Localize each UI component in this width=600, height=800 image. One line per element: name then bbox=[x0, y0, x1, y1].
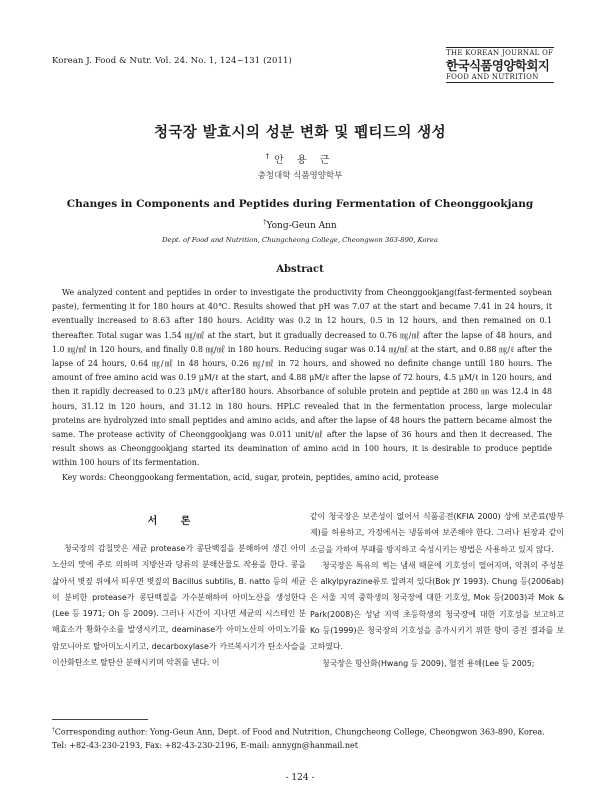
journal-citation: Korean J. Food & Nutr. Vol. 24. No. 1, 124~131 (2011) bbox=[52, 56, 292, 66]
abstract-heading: Abstract bbox=[276, 264, 324, 275]
paper-title-kr: 청국장 발효시의 성분 변화 및 펩티드의 생성 bbox=[153, 125, 446, 141]
corresponding-author-footnote bbox=[52, 724, 552, 752]
intro-paragraph-1: 청국장의 감칠맛은 세균 protease가 콩단백질을 분해하여 생긴 아미노산의 맛에 주로 의하며 지방산과 당류의 분해산물도 작용을 한다. 콩을 삶아서 볏짚 위에서 띄우면 볏짚의 Bacillus subtilis, B. natto 등의 세균이 분비한 protease가 콩단백질을 가수분해하여 아미노산을 생성한다(Lee 등 1971; Oh 등 2009). 그러나 시간이 지나면 세균의 시스테인 분해효소가 황화수소를 발생시키고, deaminase가 아미노산의 아미노기를 암모니아로 탈아미노시키고, decarboxylase가 카르복시기가 탄소사슬을 이산화탄소로 탈탄산 분해시키며 악취를 낸다. 이 bbox=[52, 544, 306, 668]
journal-masthead bbox=[446, 47, 554, 83]
author-mark: † bbox=[265, 152, 275, 161]
page-number: - 124 - bbox=[285, 773, 315, 783]
abstract-body: We analyzed content and peptides in order to investigate the productivity from Cheonggookjang(fast-fermented soybean paste), fermenting it for 180 hours at 40℃. Results showed that pH was 7.07 at the start and became 7.41 in 24 hours, it eventually increased to 8.63 after 180 hours. Acidity was 0.2 in 12 hours, 0.5 in 12 hours, and then remained on 0.1 thereafter. Total sugar was 1.54 ㎎/㎖ at the start, but it gradually decreased to 0.76 ㎎/㎖ after the lapse of 48 hours, and 1.0 ㎎/㎖ in 120 hours, and finally 0.8 ㎎/㎖ in 180 hours. Reducing sugar was 0.14 ㎎/㎖ at the start, and 0.88 ㎎/ℓ after the lapse of 24 hours, 0.64 ㎎/㎖ in 48 hours, 0.26 ㎎/㎖ in 72 hours, and showed no definite change untill 180 hours. The amount of free amino acid was 0.19 μM/ℓ at the start, and 4.88 μM/ℓ after the lapse of 72 hours, 4.5 μM/ℓ in 120 hours, and then it rapidly decreased to 0.23 μM/ℓ after180 hours. Absorbance of soluble protein and peptide at 280 ㎚ was 12.4 in 48 hours, 31.12 in 120 hours, and 31.12 in 180 hours. HPLC revealed that in the fermentation process, large molecular proteins are hydrolyzed into small peptides and amino acids, and after the lapse of 48 hours the pattern became almost the same. The protease activity of Cheonggookjang was 0.011 unit/㎖ after the lapse of 36 hours and then it decreased. The result shows as Cheonggookjang started its deamination of amino acid in 100 hours, it is desirable to produce peptide within 100 hours of its fermentation. bbox=[52, 288, 552, 468]
journal-name-en-bottom: FOOD AND NUTRITION bbox=[446, 73, 554, 83]
author-en bbox=[0, 219, 600, 231]
intro-paragraph-3: 청국장은 항산화(Hwang 등 2009), 혈전 용해(Lee 등 2005; bbox=[322, 658, 535, 668]
abstract-block bbox=[52, 286, 552, 485]
affiliation-kr: 충청대학 식품영양학부 bbox=[257, 171, 343, 181]
footnote-mark: † bbox=[52, 727, 55, 733]
author-kr bbox=[0, 151, 600, 166]
paper-title-en: Changes in Components and Peptides during Fermentation of Cheonggookjang bbox=[66, 198, 534, 210]
footnote-text: Corresponding author: Yong-Geun Ann, Dept. of Food and Nutrition, Chungcheong College, Cheongwon 363-890, Korea. Tel: +82-43-230-2193, Fax: +82-43-230-2196, E-mail: annygn@hanmail.net bbox=[52, 727, 545, 750]
intro-paragraph-2: 청국장은 특유의 썩는 냄새 때문에 기호성이 떨어지며, 악취의 주성분은 alkylpyrazine류로 알려져 있다(Bok JY 1993). Chung 등(2006ab)은 서울 지역 중학생의 청국장에 대한 기호성, Mok 등(2003)과 Mok & Park(2008)은 성남 지역 초등학생의 청국장에 대한 기호성을 보고하고 Ko 등(1999)은 청국장의 기호성을 증가시키기 위한 향미 증진 결과를 보고하였다. bbox=[310, 560, 564, 652]
keywords: Key words: Cheonggookang fermentation, acid, sugar, protein, peptides, amino acid, protease bbox=[62, 472, 439, 482]
section-heading-introduction: 서 론 bbox=[147, 516, 201, 527]
affiliation-en: Dept. of Food and Nutrition, Chungcheong College, Cheongwon 363-890, Korea bbox=[162, 236, 438, 244]
author-en-name: Yong-Geun Ann bbox=[266, 221, 337, 231]
intro-paragraph-continued: 같이 청국장은 보존성이 없어서 식품공전(KFIA 2000) 상에 보존료(방부제)를 허용하고, 가정에서는 냉동하여 보존해야 한다. 그러나 된장과 같이 소금을 가하여 부패를 방지하고 숙성시키는 방법은 사용하고 있지 않다. bbox=[310, 512, 564, 554]
journal-name-kr: 한국식품영양학회지 bbox=[446, 58, 550, 73]
footnote-divider bbox=[52, 719, 148, 720]
journal-name-en-top: THE KOREAN JOURNAL OF bbox=[446, 49, 554, 57]
body-column-right bbox=[310, 509, 564, 672]
author-en-mark: † bbox=[263, 219, 267, 226]
body-column-left bbox=[52, 541, 306, 671]
author-kr-name: 안 용 근 bbox=[274, 155, 335, 166]
